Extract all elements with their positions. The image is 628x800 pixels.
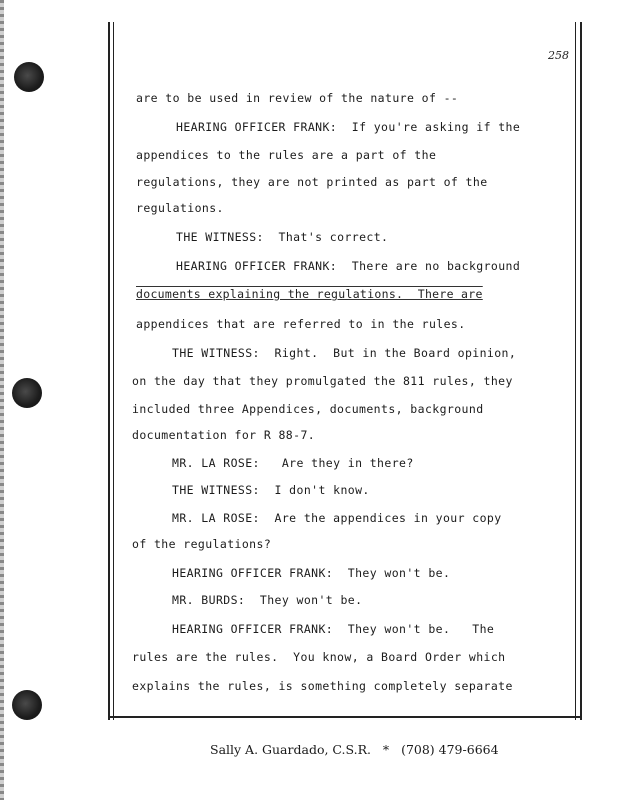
transcript-line: HEARING OFFICER FRANK: There are no background [176,259,521,273]
transcript-line: HEARING OFFICER FRANK: They won't be. [172,566,451,580]
transcript-line: included three Appendices, documents, background [132,402,484,416]
transcript-line: appendices that are referred to in the rules. [136,317,466,331]
binder-hole-middle [12,378,42,408]
transcript-line: documents explaining the regulations. There are [136,287,483,301]
transcript-line: THE WITNESS: That's correct. [176,230,389,244]
transcript-line: regulations. [136,201,224,215]
scan-edge [0,0,4,800]
transcript-line: THE WITNESS: I don't know. [172,483,370,497]
transcript-line: explains the rules, is something completely separate [132,679,513,693]
transcript-line: are to be used in review of the nature of -- [136,91,459,105]
transcript-line: HEARING OFFICER FRANK: They won't be. The [172,622,495,636]
court-reporter-footer: Sally A. Guardado, C.S.R. * (708) 479-6664 [210,742,499,757]
binder-hole-top [14,62,44,92]
transcript-line: documentation for R 88-7. [132,428,316,442]
page-number: 258 [548,49,569,62]
transcript-line: THE WITNESS: Right. But in the Board opinion, [172,346,517,360]
transcript-line: MR. LA ROSE: Are they in there? [172,456,414,470]
bottom-margin-rule [108,716,582,718]
transcript-line: regulations, they are not printed as part of the [136,175,488,189]
left-margin-rule-outer [108,22,110,720]
transcript-line: of the regulations? [132,537,272,551]
right-margin-rule-outer [580,22,582,720]
transcript-line: rules are the rules. You know, a Board Order which [132,650,506,664]
transcript-line: MR. LA ROSE: Are the appendices in your copy [172,511,502,525]
transcript-line: HEARING OFFICER FRANK: If you're asking if the [176,120,521,134]
transcript-line: appendices to the rules are a part of the [136,148,437,162]
left-margin-rule-inner [113,22,114,720]
right-margin-rule-inner [575,22,576,720]
transcript-line: MR. BURDS: They won't be. [172,593,363,607]
transcript-line: on the day that they promulgated the 811 rules, they [132,374,513,388]
binder-hole-bottom [12,690,42,720]
